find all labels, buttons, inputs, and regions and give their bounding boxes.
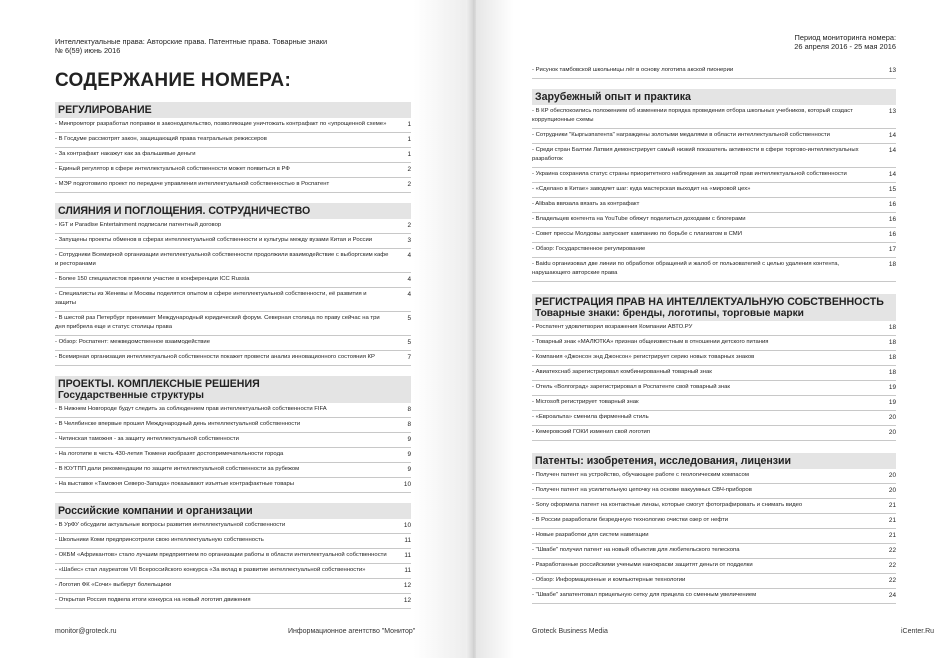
toc-entry-title: - IGT и Paradise Entertainment подписали патентный договор xyxy=(55,222,222,228)
toc-entry-page: 21 xyxy=(888,517,896,524)
toc-entry xyxy=(55,234,411,249)
toc-entry-page: 13 xyxy=(888,108,896,115)
toc-entry-page: 3 xyxy=(407,237,411,244)
toc-entry-title: - Авиатехснаб зарегистрировал комбинированный товарный знак xyxy=(532,369,712,375)
toc-entry xyxy=(532,366,896,381)
toc-entry xyxy=(532,336,896,351)
toc-entry xyxy=(532,426,896,441)
toc-entry-title: - Товарный знак «МАЛЮТКА» признан общеизвестным в отношении детского питания xyxy=(532,339,769,345)
toc-entry-title: - В ЮУТПП дали рекомендации по защите интеллектуальной собственности за рубежом xyxy=(55,466,300,472)
toc-entry-title: - Microsoft регистрирует товарный знак xyxy=(532,399,639,405)
toc-entry-title: - Получен патент на усилительную цепочку на основе вакуумных СВЧ-приборов xyxy=(532,487,752,493)
toc-entry-title: - На логотипе в честь 430-летия Тюмени изобразят достопримечательности города xyxy=(55,451,284,457)
toc-section xyxy=(55,376,411,493)
toc-entry xyxy=(532,381,896,396)
right-page xyxy=(476,0,946,658)
toc-entry xyxy=(532,64,896,79)
journal-title: Интеллектуальные права: Авторские права. Патентные права. Товарные знаки xyxy=(55,37,328,46)
toc-entry-title: - МЭР подготовило проект по передаче управления интеллектуальной собственностью в Роспатент xyxy=(55,181,330,187)
section-subtitle: Государственные структуры xyxy=(58,390,204,401)
toc-entry-page: 11 xyxy=(404,537,411,544)
toc-entry xyxy=(55,433,411,448)
toc-entry-title: - Всемирная организация интеллектуальной собственности покажет провести анализ инновационного состояния КР xyxy=(55,354,375,360)
toc-entry xyxy=(55,273,411,288)
left-header xyxy=(55,37,327,55)
section-title: Российские компании и организации xyxy=(58,505,253,517)
toc-entry xyxy=(55,579,411,594)
toc-entry xyxy=(532,198,896,213)
toc-entry xyxy=(532,469,896,484)
toc-entry-page: 4 xyxy=(407,291,411,298)
toc-entry-page: 20 xyxy=(888,472,896,479)
section-heading xyxy=(532,89,896,105)
toc-entry-title: - Sony оформила патент на контактные линзы, которые смогут фотографировать и снимать видео xyxy=(532,502,803,508)
toc-entry-title: - Более 150 специалистов приняли участие в конференции ICC Russia xyxy=(55,276,250,282)
toc-entry-title: - Читинская таможня - за защиту интеллектуальной собственности xyxy=(55,436,239,442)
toc-entry xyxy=(55,534,411,549)
toc-entry xyxy=(532,258,896,282)
toc-entry-title: - Единый регулятор в сфере интеллектуальной собственности может появиться в РФ xyxy=(55,166,290,172)
toc-entry-title: - «Сделано в Китае» заводяет шаг: куда мастерская выходит на «мировой цех» xyxy=(532,186,751,192)
toc-entry-title: - В России разработали безреднную технологию очистки озер от нефти xyxy=(532,517,729,523)
toc-entry-title: - «Шабес» стал лауреатом VII Всероссийского конкурса «За вклад в развитие интеллектуальной собственности» xyxy=(55,567,366,573)
toc-entry-page: 5 xyxy=(407,315,411,322)
toc-entry-page: 16 xyxy=(888,201,896,208)
toc-entry-page: 18 xyxy=(888,324,896,331)
toc-entry-page: 18 xyxy=(888,354,896,361)
toc-entry xyxy=(532,559,896,574)
toc-entry xyxy=(532,321,896,336)
left-toc xyxy=(55,96,411,609)
toc-entry xyxy=(55,118,411,133)
toc-entry-page: 14 xyxy=(888,147,896,154)
toc-entry xyxy=(532,144,896,168)
toc-entry xyxy=(55,478,411,493)
toc-section xyxy=(55,102,411,193)
toc-entry xyxy=(55,594,411,609)
toc-entry-page: 16 xyxy=(888,231,896,238)
toc-entry xyxy=(532,589,896,604)
section-title: Зарубежный опыт и практика xyxy=(535,91,691,103)
toc-entry xyxy=(532,168,896,183)
toc-entry-page: 5 xyxy=(407,339,411,346)
toc-entry-title: - Новые разработки для систем навигации xyxy=(532,532,649,538)
toc-entry xyxy=(55,519,411,534)
toc-entry xyxy=(532,529,896,544)
toc-entry-page: 16 xyxy=(888,216,896,223)
toc-entry-page: 12 xyxy=(403,582,411,589)
toc-entry-page: 18 xyxy=(888,339,896,346)
toc-entry-title: - Обзор: Роспатент: межведомственное взаимодействие xyxy=(55,339,210,345)
toc-entry-title: - Кемеровский ГОКИ изменил свой логотип xyxy=(532,429,650,435)
toc-entry-page: 12 xyxy=(403,597,411,604)
toc-entry-title: - В УрФУ обсудили актуальные вопросы развития интеллектуальной собственности xyxy=(55,522,286,528)
toc-entry-title: - В Госдуме рассмотрят закон, защищающий права театральных режиссеров xyxy=(55,136,267,142)
toc-entry xyxy=(532,243,896,258)
toc-entry-title: - На выставке «Таможня Северо-Запада» показывают изъятые контрафактные товары xyxy=(55,481,295,487)
toc-entry-title: - Обзор: Информационные и компьютерные технологии xyxy=(532,577,686,583)
toc-entry-page: 24 xyxy=(888,592,896,599)
toc-entry xyxy=(532,213,896,228)
toc-entry-page: 14 xyxy=(888,132,896,139)
toc-entry xyxy=(55,133,411,148)
toc-entry-title: - Компания «Джонсон энд Джонсон» регистрирует серию новых товарных знаков xyxy=(532,354,755,360)
toc-entry-title: - Логотип ФК «Сочи» выберут болельщики xyxy=(55,582,172,588)
toc-entry xyxy=(532,228,896,243)
toc-entry xyxy=(55,448,411,463)
toc-entry xyxy=(55,219,411,234)
toc-entry-page: 22 xyxy=(888,547,896,554)
toc-entry-title: - Украина сохранила статус страны приоритетного наблюдения за защитой прав интеллектуальной собственности xyxy=(532,171,847,177)
toc-entry-title: - Отель «Волгоград» зарегистрировал в Роспатенте свой товарный знак xyxy=(532,384,730,390)
toc-entry-title: - Получен патент на устройство, обучающее работе с геологическим компасом xyxy=(532,472,749,478)
toc-section xyxy=(55,203,411,366)
footer-email: monitor@groteck.ru xyxy=(55,628,117,635)
toc-entry xyxy=(55,351,411,366)
section-subtitle: Товарные знаки: бренды, логотипы, торговые марки xyxy=(535,308,804,319)
toc-entry-title: - Baidu организовал две линии по обработке обращений и жалоб от пользователей с целью удаления контента, нарушающего авторские права xyxy=(532,261,840,276)
left-page xyxy=(0,0,470,658)
toc-entry-page: 17 xyxy=(888,246,896,253)
toc-entry-page: 22 xyxy=(888,577,896,584)
section-title: СЛИЯНИЯ И ПОГЛОЩЕНИЯ. СОТРУДНИЧЕСТВО xyxy=(58,205,311,217)
toc-entry-title: - В Нижнем Новгороде будут следить за соблюдением прав интеллектуальной собственности FIFA xyxy=(55,406,327,412)
toc-entry-page: 7 xyxy=(407,354,411,361)
toc-entry-page: 2 xyxy=(407,222,411,229)
toc-entry-page: 9 xyxy=(407,451,411,458)
toc-entry-title: - В Челябинске впервые прошел Международный день интеллектуальной собственности xyxy=(55,421,301,427)
toc-entry-title: - Владельцев контента на YouTube обяжут поделиться доходами с блогерами xyxy=(532,216,746,222)
toc-entry-title: - Сотрудники Всемирной организации интеллектуальной собственности продолжили взаимодействие с выборгским кафе и ресторанами xyxy=(55,252,389,267)
page-title: СОДЕРЖАНИЕ НОМЕРА: xyxy=(55,70,292,91)
toc-entry-page: 11 xyxy=(404,552,411,559)
toc-entry-page: 1 xyxy=(407,136,411,143)
toc-entry-page: 19 xyxy=(888,399,896,406)
footer-publisher: Groteck Business Media xyxy=(532,628,608,635)
toc-entry-title: - Открытая Россия подвела итоги конкурса на новый логотип движения xyxy=(55,597,251,603)
toc-entry-title: - "Швабе" запатентовал прицельную сетку для прицела со сменным увеличением xyxy=(532,592,757,598)
toc-entry-page: 2 xyxy=(407,181,411,188)
toc-entry-page: 13 xyxy=(888,67,896,74)
toc-entry xyxy=(532,574,896,589)
section-title: РЕГУЛИРОВАНИЕ xyxy=(58,104,152,116)
toc-entry xyxy=(55,288,411,312)
footer-agency: Информационное агентство "Монитор" xyxy=(288,628,416,635)
issue-number: № 6(59) июнь 2016 xyxy=(55,46,121,55)
toc-entry xyxy=(532,411,896,426)
toc-entry-page: 21 xyxy=(888,532,896,539)
section-heading xyxy=(55,203,411,219)
toc-entry-page: 18 xyxy=(888,369,896,376)
toc-entry-page: 1 xyxy=(407,151,411,158)
toc-entry xyxy=(532,499,896,514)
toc-entry xyxy=(55,249,411,273)
right-header xyxy=(794,33,896,51)
toc-entry xyxy=(532,544,896,559)
toc-entry xyxy=(55,312,411,336)
toc-section xyxy=(532,453,896,604)
toc-entry-page: 4 xyxy=(407,276,411,283)
section-heading xyxy=(532,294,896,321)
toc-entry xyxy=(55,178,411,193)
toc-entry xyxy=(532,351,896,366)
toc-entry xyxy=(532,396,896,411)
toc-entry-page: 22 xyxy=(888,562,896,569)
toc-entry-page: 19 xyxy=(888,384,896,391)
monitoring-period-dates: 26 апреля 2016 - 25 мая 2016 xyxy=(794,42,896,51)
toc-entry-page: 10 xyxy=(403,481,411,488)
toc-entry xyxy=(55,564,411,579)
toc-entry-title: - Роспатент удовлетворил возражения Компании АВТО.РУ xyxy=(532,324,693,330)
section-heading xyxy=(55,102,411,118)
toc-entry xyxy=(532,105,896,129)
toc-entry xyxy=(55,148,411,163)
toc-section xyxy=(55,503,411,609)
footer-site: iCenter.Ru xyxy=(901,628,935,635)
toc-entry-page: 20 xyxy=(888,487,896,494)
toc-entry-page: 11 xyxy=(404,567,411,574)
toc-entry-title: - В шестой раз Петербург принимает Международный юридический форум. Северная столица по праву сейчас на три дня прибрела еще и статус столицы права xyxy=(55,315,380,330)
toc-entry-page: 10 xyxy=(403,522,411,529)
section-heading xyxy=(55,376,411,403)
section-title: Патенты: изобретения, исследования, лицензии xyxy=(535,455,792,467)
toc-entry-page: 14 xyxy=(888,171,896,178)
toc-entry xyxy=(55,418,411,433)
section-heading xyxy=(55,503,411,519)
toc-entry-page: 18 xyxy=(888,261,896,268)
toc-entry-title: - Сотрудники "Кыргызпатента" награждены золотыми медалями в области интеллектуальной собственности xyxy=(532,132,830,138)
toc-entry-page: 20 xyxy=(888,414,896,421)
toc-entry xyxy=(55,549,411,564)
monitoring-period-label: Период мониторинга номера: xyxy=(794,33,896,42)
toc-entry-page: 4 xyxy=(407,252,411,259)
toc-entry xyxy=(532,514,896,529)
toc-entry-title: - ОКБМ «Африкантов» стало лучшим предприятием по организации работы в области интеллектуальной собственности xyxy=(55,552,387,558)
toc-entry-title: - В КР обеспокоились положением об изменении порядка проведения отбора школьных учебников, который создаст коррупционные схемы xyxy=(532,108,853,123)
toc-entry-title: - «Евроальпа» сменила фирменный стиль xyxy=(532,414,649,420)
section-heading xyxy=(532,453,896,469)
section-title: ПРОЕКТЫ. КОМПЛЕКСНЫЕ РЕШЕНИЯ xyxy=(58,378,260,390)
toc-entry-title: - Совет прессы Молдовы запускает кампанию по борьбе с плагиатом в СМИ xyxy=(532,231,742,237)
toc-entry-page: 9 xyxy=(407,436,411,443)
toc-entry-page: 9 xyxy=(407,466,411,473)
toc-entry-title: - За контрафакт накажут как за фальшивые деньги xyxy=(55,151,196,157)
toc-entry-page: 1 xyxy=(407,121,411,128)
right-toc xyxy=(532,64,896,604)
toc-entry-title: - Минпромторг разработал поправки в законодательство, позволяющие уничтожать контрафакт по «упрощенной схеме» xyxy=(55,121,387,127)
toc-entry-title: - Запущены проекты обменов в сферах интеллектуальной собственности и культуры между вузами Китая и России xyxy=(55,237,373,243)
toc-entry xyxy=(55,163,411,178)
toc-entry-page: 20 xyxy=(888,429,896,436)
toc-entry-title: - "Швабе" получил патент на новый объектив для любительского телескопа xyxy=(532,547,740,553)
toc-entry-title: - Alibaba ввязала вязать за контрафакт xyxy=(532,201,640,207)
toc-entry-page: 8 xyxy=(407,406,411,413)
toc-entry-title: - Рисунок тамбовской школьницы лёг в основу логотипа акской пионерии xyxy=(532,67,734,73)
toc-entry-page: 15 xyxy=(888,186,896,193)
section-title: РЕГИСТРАЦИЯ ПРАВ НА ИНТЕЛЛЕКТУАЛЬНУЮ СОБСТВЕННОСТЬ xyxy=(535,296,884,308)
toc-entry-page: 8 xyxy=(407,421,411,428)
toc-entry xyxy=(55,336,411,351)
toc-entry xyxy=(55,403,411,418)
toc-entry-title: - Разработанные российскими учеными нанокраски защитят деньги от подделки xyxy=(532,562,753,568)
toc-entry-title: - Специалисты из Женевы и Москвы поделятся опытом в сфере интеллектуальной собственности, её развития и защиты xyxy=(55,291,367,306)
toc-entry-title: - Обзор: Государственное регулирование xyxy=(532,246,646,252)
toc-entry-page: 21 xyxy=(888,502,896,509)
toc-entry-title: - Среди стран Балтии Латвия демонстрирует самый низкий показатель активности в сфере торгово-интеллектуальных разработок xyxy=(532,147,859,162)
toc-entry xyxy=(532,129,896,144)
toc-entry-title: - Школьники Коми предпринсотрели свою интеллектуальную собственность xyxy=(55,537,264,543)
toc-entry xyxy=(532,484,896,499)
toc-section xyxy=(532,89,896,282)
toc-section xyxy=(532,294,896,441)
toc-entry xyxy=(532,183,896,198)
toc-entry xyxy=(55,463,411,478)
toc-entry-page: 2 xyxy=(407,166,411,173)
